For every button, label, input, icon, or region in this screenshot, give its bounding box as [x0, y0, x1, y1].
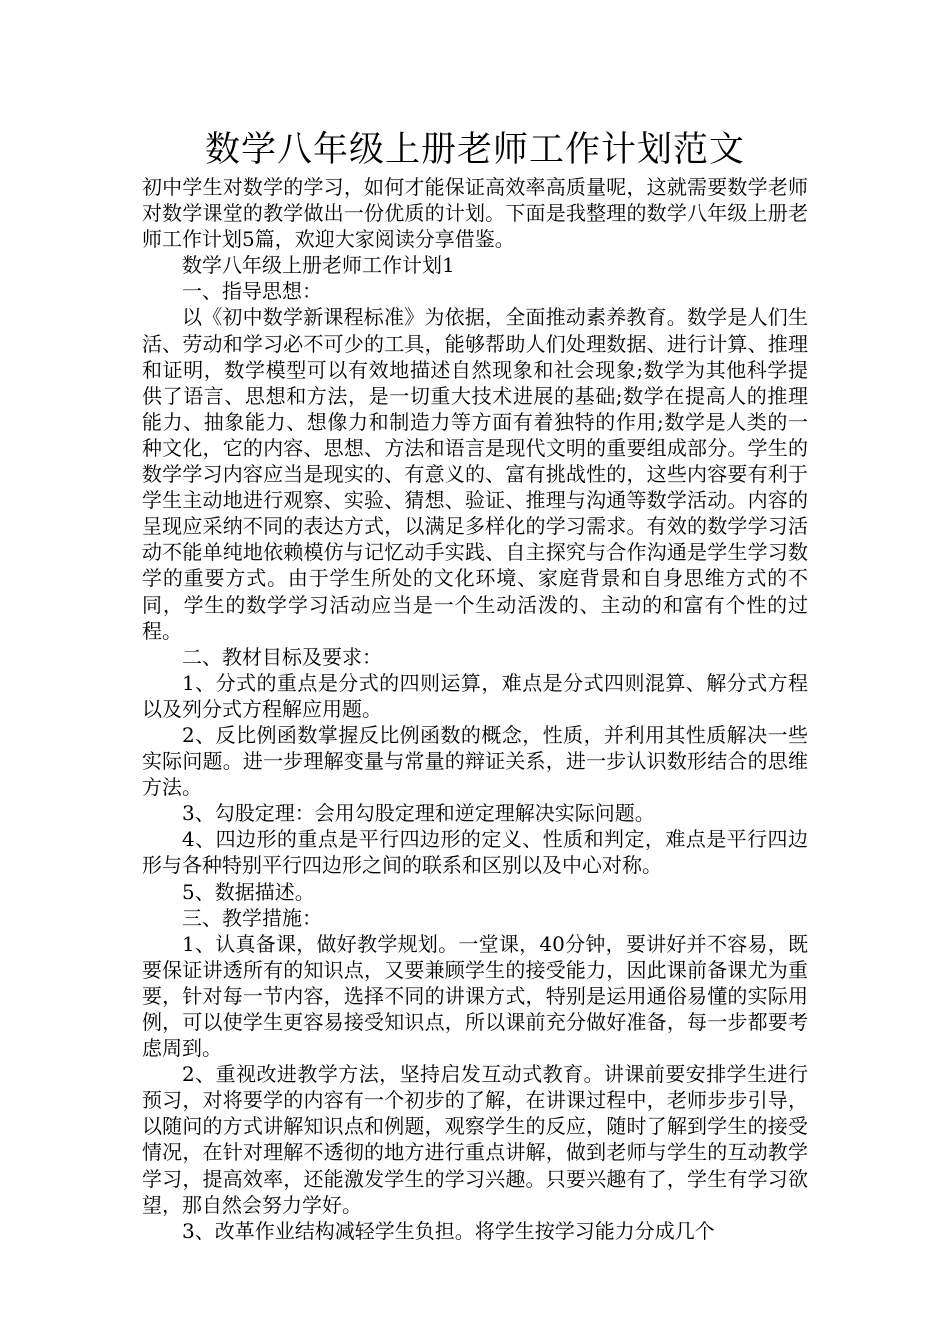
paragraph: 1、分式的重点是分式的四则运算，难点是分式四则混算、解分式方程以及列分式方程解应用题。	[142, 670, 808, 721]
paragraph: 一、指导思想：	[182, 279, 322, 304]
paragraph: 1、认真备课，做好教学规划。一堂课，40分钟，要讲好并不容易，既要保证讲透所有的知识点，又要兼顾学生的接受能力，因此课前备课尤为重要，针对每一节内容，选择不同的讲课方式，特别是运用通俗易懂的实际用例，可以使学生更容易接受知识点，所以课前充分做好准备，每一步都要考虑周到。	[142, 931, 808, 1061]
document-body	[142, 174, 808, 1244]
paragraph: 4、四边形的重点是平行四边形的定义、性质和判定，难点是平行四边形与各种特别平行四边形之间的联系和区别以及中心对称。	[142, 827, 808, 878]
paragraph: 5、数据描述。	[182, 879, 315, 904]
paragraph: 二、教材目标及要求：	[182, 644, 382, 669]
paragraph: 三、教学措施：	[182, 905, 322, 930]
paragraph: 数学八年级上册老师工作计划1	[182, 253, 455, 278]
paragraph: 3、勾股定理：会用勾股定理和逆定理解决实际问题。	[182, 801, 655, 826]
paragraph: 3、改革作业结构减轻学生负担。将学生按学习能力分成几个	[182, 1218, 715, 1243]
paragraph: 以《初中数学新课程标准》为依据，全面推动素养教育。数学是人们生活、劳动和学习必不可少的工具，能够帮助人们处理数据、进行计算、推理和证明，数学模型可以有效地描述自然现象和社会现象;数学为其他科学提供了语言、思想和方法，是一切重大技术进展的基础;数学在提高人的推理能力、抽象能力、想像力和制造力等方面有着独特的作用;数学是人类的一种文化，它的内容、思想、方法和语言是现代文明的重要组成部分。学生的数学学习内容应当是现实的、有意义的、富有挑战性的，这些内容要有利于学生主动地进行观察、实验、猜想、验证、推理与沟通等数学活动。内容的呈现应采纳不同的表达方式，以满足多样化的学习需求。有效的数学学习活动不能单纯地依赖模仿与记忆动手实践、自主探究与合作沟通是学生学习数学的重要方式。由于学生所处的文化环境、家庭背景和自身思维方式的不同，学生的数学学习活动应当是一个生动活泼的、主动的和富有个性的过程。	[142, 305, 808, 643]
document-title: 数学八年级上册老师工作计划范文	[204, 130, 745, 170]
paragraph: 2、反比例函数掌握反比例函数的概念，性质，并利用其性质解决一些实际问题。进一步理解变量与常量的辩证关系，进一步认识数形结合的思维方法。	[142, 722, 808, 800]
paragraph: 初中学生对数学的学习，如何才能保证高效率高质量呢，这就需要数学老师对数学课堂的教学做出一份优质的计划。下面是我整理的数学八年级上册老师工作计划5篇，欢迎大家阅读分享借鉴。	[142, 175, 808, 252]
paragraph: 2、重视改进教学方法，坚持启发互动式教育。讲课前要安排学生进行预习，对将要学的内容有一个初步的了解，在讲课过程中，老师步步引导，以随问的方式讲解知识点和例题，观察学生的反应，随时了解到学生的接受情况，在针对理解不透彻的地方进行重点讲解，做到老师与学生的互动教学学习，提高效率，还能激发学生的学习兴趣。只要兴趣有了，学生有学习欲望，那自然会努力学好。	[142, 1062, 808, 1217]
